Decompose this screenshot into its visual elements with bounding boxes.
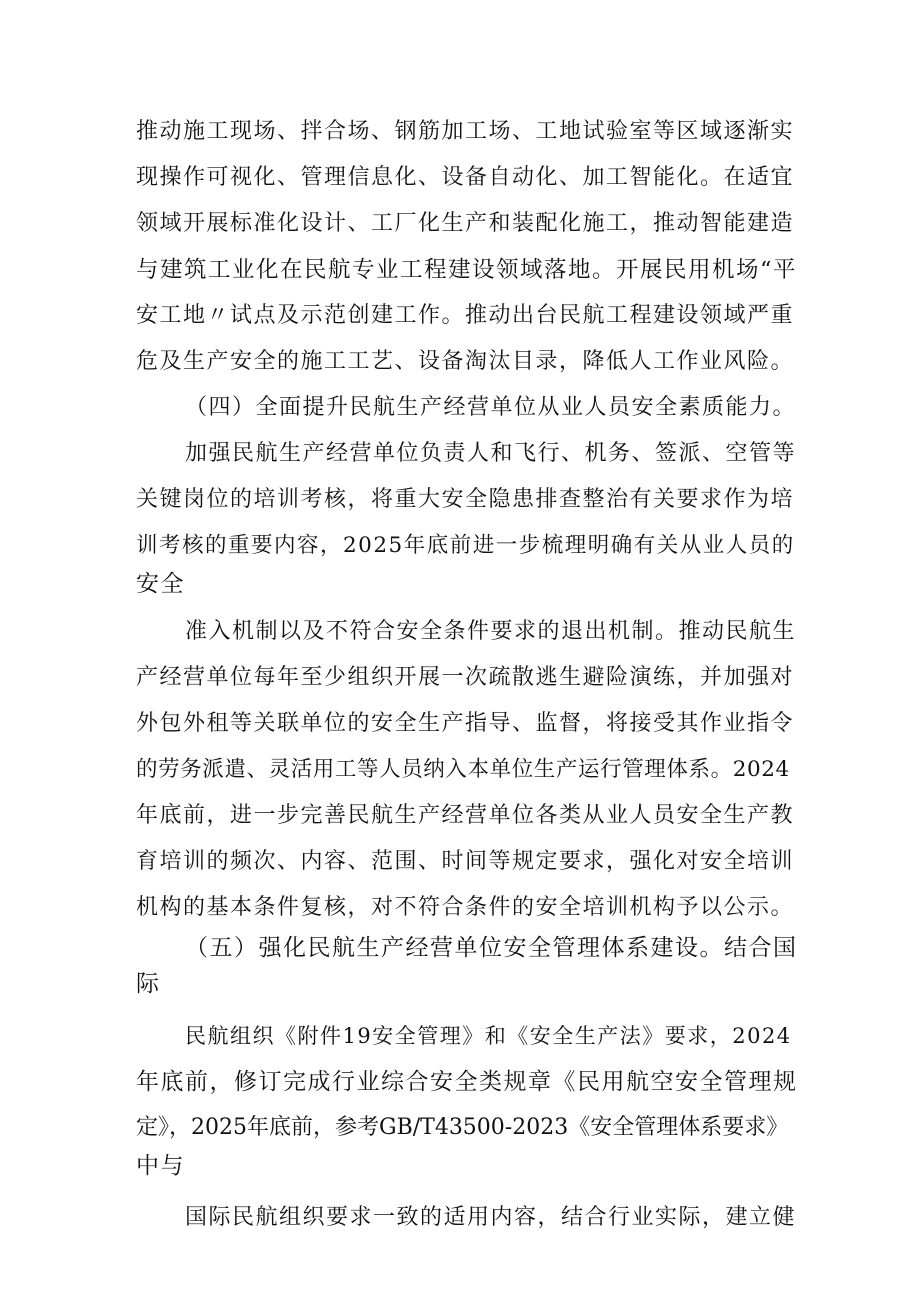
section-heading-5: （五）强化民航生产经营单位安全管理体系建设。结合国 (185, 935, 798, 961)
text-line-18: 机构的基本条件复核，对不符合条件的安全培训机构予以公示。 (136, 895, 795, 920)
text-line-5: 安工地〃试点及示范创建工作。推动出台民航工程建设领域严重 (136, 303, 795, 328)
text-line-6: 危及生产安全的施工工艺、设备淘汰目录，降低人工作业风险。 (136, 349, 795, 374)
text-line-15: 的劳务派遣、灵活用工等人员纳入本单位生产运行管理体系。2024 (136, 757, 790, 782)
text-line-23: 定》，2025年底前，参考GB/T43500-2023《安全管理体系要求》 (136, 1115, 789, 1140)
text-line-8: 加强民航生产经营单位负责人和飞行、机务、签派、空管等 (185, 441, 797, 466)
text-line-25: 国际民航组织要求一致的适用内容，结合行业实际，建立健 (185, 1205, 797, 1230)
text-line-12: 准入机制以及不符合安全条件要求的退出机制。推动民航生 (185, 619, 797, 644)
text-line-14: 外包外租等关联单位的安全生产指导、监督，将接受其作业指令 (136, 711, 795, 736)
text-line-11: 安全 (136, 571, 185, 597)
text-line-2: 现操作可视化、管理信息化、设备自动化、加工智能化。在适宜 (136, 165, 795, 190)
text-line-21: 民航组织《附件19安全管理》和《安全生产法》要求，2024 (185, 1024, 792, 1048)
text-line-3: 领域开展标准化设计、工厂化生产和装配化施工，推动智能建造 (136, 211, 795, 236)
text-line-1: 推动施工现场、拌合场、钢筋加工场、工地试验室等区域逐渐实 (136, 119, 795, 144)
text-line-20: 际 (136, 971, 161, 997)
section-heading-4: （四）全面提升民航生产经营单位从业人员安全素质能力。 (185, 395, 797, 420)
text-line-13: 产经营单位每年至少组织开展一次疏散逃生避险演练，并加强对 (136, 665, 795, 690)
text-line-10: 训考核的重要内容，2025年底前进一步梳理明确有关从业人员的 (136, 533, 795, 558)
text-line-24: 中与 (136, 1153, 185, 1179)
text-line-17: 育培训的频次、内容、范围、时间等规定要求，强化对安全培训 (136, 849, 795, 874)
text-line-16: 年底前，进一步完善民航生产经营单位各类从业人员安全生产教 (136, 803, 795, 828)
text-line-4: 与建筑工业化在民航专业工程建设领域落地。开展民用机场“平 (136, 257, 798, 283)
text-line-22: 年底前，修订完成行业综合安全类规章《民用航空安全管理规 (136, 1069, 798, 1095)
text-line-9: 关键岗位的培训考核，将重大安全隐患排查整治有关要求作为培 (136, 487, 795, 512)
